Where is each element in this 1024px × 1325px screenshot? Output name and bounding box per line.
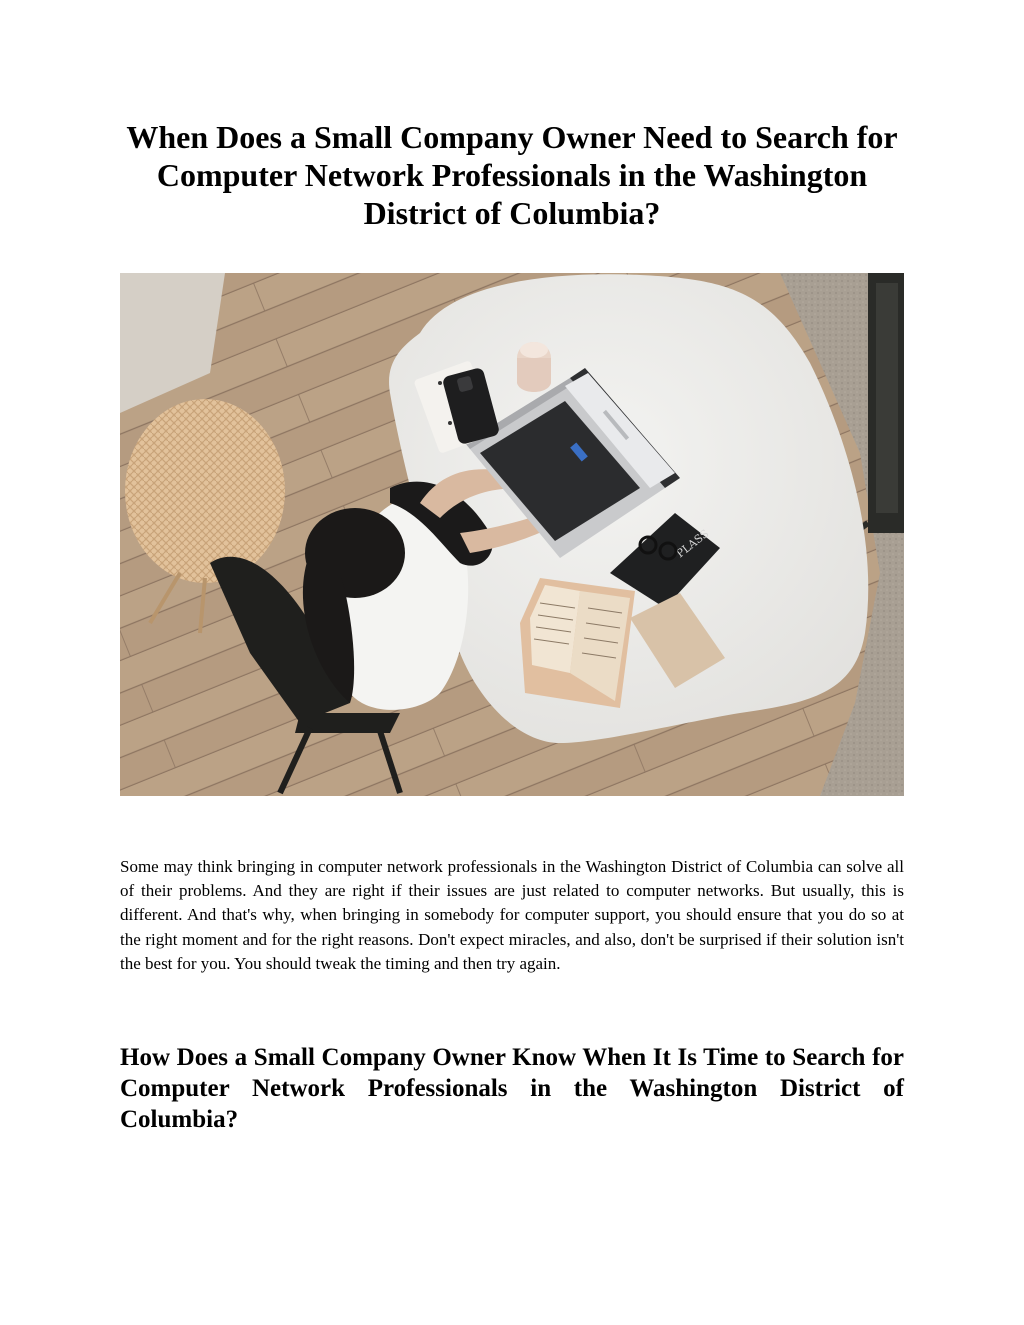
intro-paragraph: Some may think bringing in computer network professionals in the Washington District of Columbia can solve all of their problems. And they are right if their issues are just related to computer networks. But usually, this is different. And that's why, when bringing in somebody for computer support, you should ensure that you do so at the right moment and for the right reasons. Don't expect miracles, and also, don't be surprised if their solution isn't the best for you. You should tweak the timing and then try again. <box>120 857 904 973</box>
book-spine-text: PLASS <box>673 527 712 561</box>
open-book <box>520 578 635 708</box>
coffee-mug <box>517 342 551 392</box>
wicker-lamp <box>125 399 285 583</box>
section-heading: How Does a Small Company Owner Know When It Is Time to Search for Computer Network Professionals in the Washington District of Columbia? <box>120 1044 904 1133</box>
page-title: When Does a Small Company Owner Need to Search for Computer Network Professionals in the Washington District of Columbia? <box>126 119 898 231</box>
office-desk-photo <box>120 273 904 796</box>
